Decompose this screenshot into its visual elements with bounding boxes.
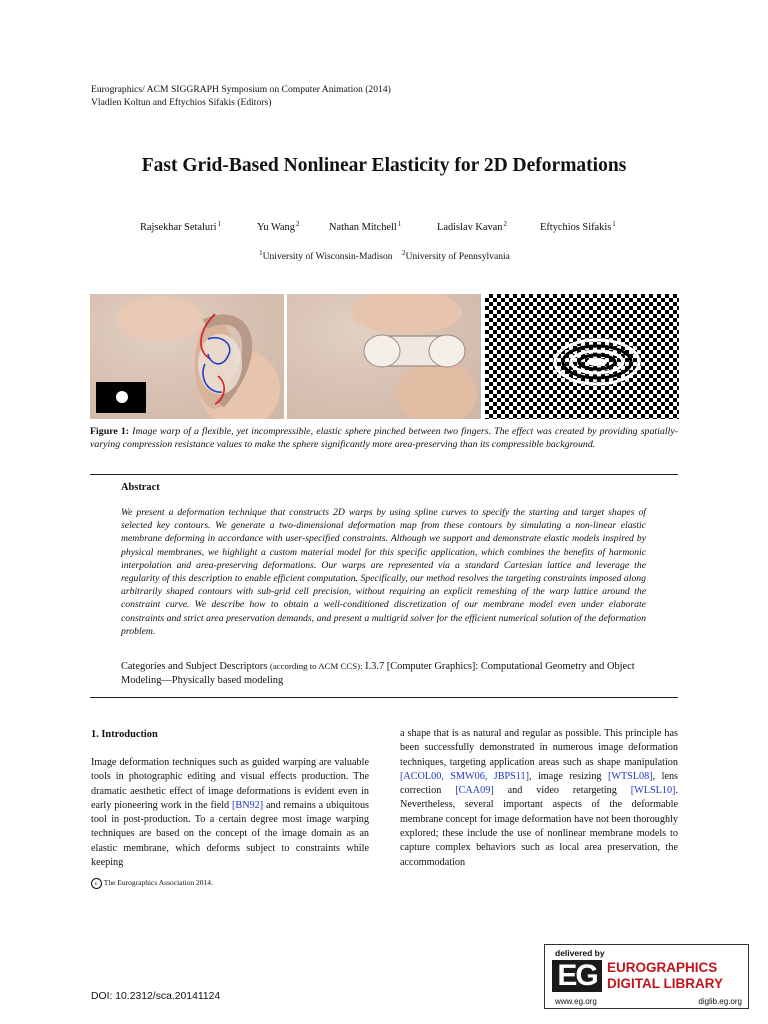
figure-panel-checkerboard-warp: [485, 294, 679, 419]
affil-name: University of Pennsylvania: [405, 251, 510, 262]
categories-descriptors: [121, 660, 646, 687]
citation-link[interactable]: [BN92]: [232, 799, 264, 811]
venue-line-2: Vladlen Koltun and Eftychios Sifakis (Editors): [91, 96, 272, 108]
categories-text: I.3.7 [Computer Graphics]: Computational Geometry and Object Modeling—Physically based modeling: [121, 661, 635, 686]
copyright-icon: c: [91, 878, 102, 889]
figure-caption: [90, 425, 678, 451]
eg-logo-icon: EG: [552, 960, 602, 992]
author-4: [437, 220, 507, 233]
doi-text: DOI: 10.2312/sca.20141124: [91, 991, 221, 1002]
affil-number: 1: [259, 249, 263, 257]
figure-caption-text: Image warp of a flexible, yet incompressible, elastic sphere pinched between two fingers. The effect was created by providing spatially-varying compression resistance values to make the sphere significantly more area-preserving than its compressible background.: [90, 426, 678, 450]
citation-link[interactable]: [WTSL08]: [607, 770, 653, 782]
author-affil-mark: 1: [612, 220, 616, 228]
figure-panel-warped-image: [287, 294, 481, 419]
mask-inset: [96, 382, 146, 413]
author-name: Rajsekhar Setaluri: [140, 222, 217, 233]
author-name: Ladislav Kavan: [437, 222, 503, 233]
paragraph-text: Image deformation techniques such as guided warping are valuable tools in photographic editing and visual effects production. The dramatic aesthetic effect of image deformations is evident even in early pioneering work in the field: [91, 757, 369, 811]
copyright-text: The Eurographics Association 2014.: [103, 878, 213, 887]
paragraph-text: . Nevertheless, several important aspects of the deformable membrane concept for image deformation have not been thoroughly explored; these include the use of nonlinear membrane models to capture complex behaviors such as local area preservation, the accommodation: [400, 785, 678, 868]
affiliation-1: [258, 251, 393, 262]
citation-link[interactable]: [WLSL10]: [630, 785, 676, 797]
paper-title: Fast Grid-Based Nonlinear Elasticity for 2D Deformations: [141, 155, 627, 176]
author-affil-mark: 1: [217, 220, 221, 228]
paragraph-text: , lens correction: [400, 770, 678, 797]
author-5: [540, 220, 616, 233]
author-name: Yu Wang: [257, 222, 295, 233]
eg-url[interactable]: www.eg.org: [555, 997, 597, 1006]
author-affil-mark: 2: [503, 220, 507, 228]
eurographics-digital-library-banner[interactable]: [544, 944, 749, 1009]
diglib-url[interactable]: diglib.eg.org: [698, 997, 742, 1006]
venue-header: [91, 84, 391, 109]
venue-line-1: Eurographics/ ACM SIGGRAPH Symposium on Computer Animation (2014): [91, 84, 391, 95]
paragraph-text: a shape that is as natural and regular as possible. This principle has been successfully demonstrated in numerous image deformation techniques, targeting application areas such as shape manipulation: [400, 728, 678, 768]
abstract-heading: Abstract: [121, 482, 160, 493]
figure-panel-input-image: [90, 294, 284, 419]
affil-name: University of Wisconsin-Madison: [262, 251, 393, 262]
author-2: [257, 220, 299, 233]
affil-number: 2: [401, 249, 406, 257]
categories-label: Categories and Subject Descriptors: [121, 661, 268, 672]
divider-top: [90, 474, 678, 475]
figure-label: Figure 1:: [90, 426, 130, 437]
eg-library-name: [607, 960, 723, 992]
affiliation-2: [401, 251, 510, 262]
abstract-body: We present a deformation technique that constructs 2D warps by using spline curves to specify the starting and target shapes of selected key contours. We generate a two-dimensional deformation map from these contours by simulating a non-linear elastic membrane deforming in accordance with user-specified constraints. Although we support and demonstrate elastic models inspired by physical membranes, we highlight a custom material model for this specific application, which combines the benefits of harmonic interpolation and area-preserving deformations. Our warps are represented via a standard Cartesian lattice and leverage the regularity of this description to enable efficient computation. Specifically, our method resolves the targeting constraints imposed along arbitrarily shaped contours with sub-grid cell precision, without requiring an explicit remeshing of the warp lattice around the constraint curve. We describe how to obtain a well-conditioned discretization of our membrane model even under elaborate constraints and strict area preservation demands, and present a multigrid solver for the efficient numerical solution of the deformation problem.: [121, 507, 646, 637]
copyright-notice: [91, 878, 213, 889]
delivered-by-label: delivered by: [555, 948, 605, 958]
body-column-right: [400, 727, 678, 870]
paragraph-text: and video retargeting: [507, 785, 617, 797]
checkerboard-distortion-illustration: [485, 294, 679, 419]
categories-label-small: (according to ACM CCS):: [269, 661, 363, 671]
citation-link[interactable]: [ACOL00, SMW06, JBPS11]: [400, 770, 530, 782]
eg-name-line1: EUROGRAPHICS: [607, 960, 718, 975]
section-heading-introduction: 1. Introduction: [91, 729, 158, 740]
author-name: Eftychios Sifakis: [540, 222, 612, 233]
author-name: Nathan Mitchell: [329, 222, 397, 233]
author-affil-mark: 2: [295, 220, 300, 228]
author-1: [140, 220, 221, 233]
citation-link[interactable]: [CAA09]: [455, 785, 494, 797]
divider-bottom: [90, 697, 678, 698]
author-3: [329, 220, 401, 233]
body-column-left: [91, 756, 369, 870]
eg-name-line2: DIGITAL LIBRARY: [607, 976, 723, 991]
author-affil-mark: 1: [397, 220, 402, 228]
mask-dot: [116, 391, 128, 403]
warped-hand-illustration: [287, 294, 481, 419]
paragraph-text: and remains a ubiquitous tool in post-production. To a certain degree most image warping techniques are based on the concept of the image domain as an elastic membrane, which deforms subject to constraints while keeping: [91, 799, 370, 869]
paragraph-text: , image resizing: [529, 770, 602, 782]
affiliations: [0, 249, 768, 262]
